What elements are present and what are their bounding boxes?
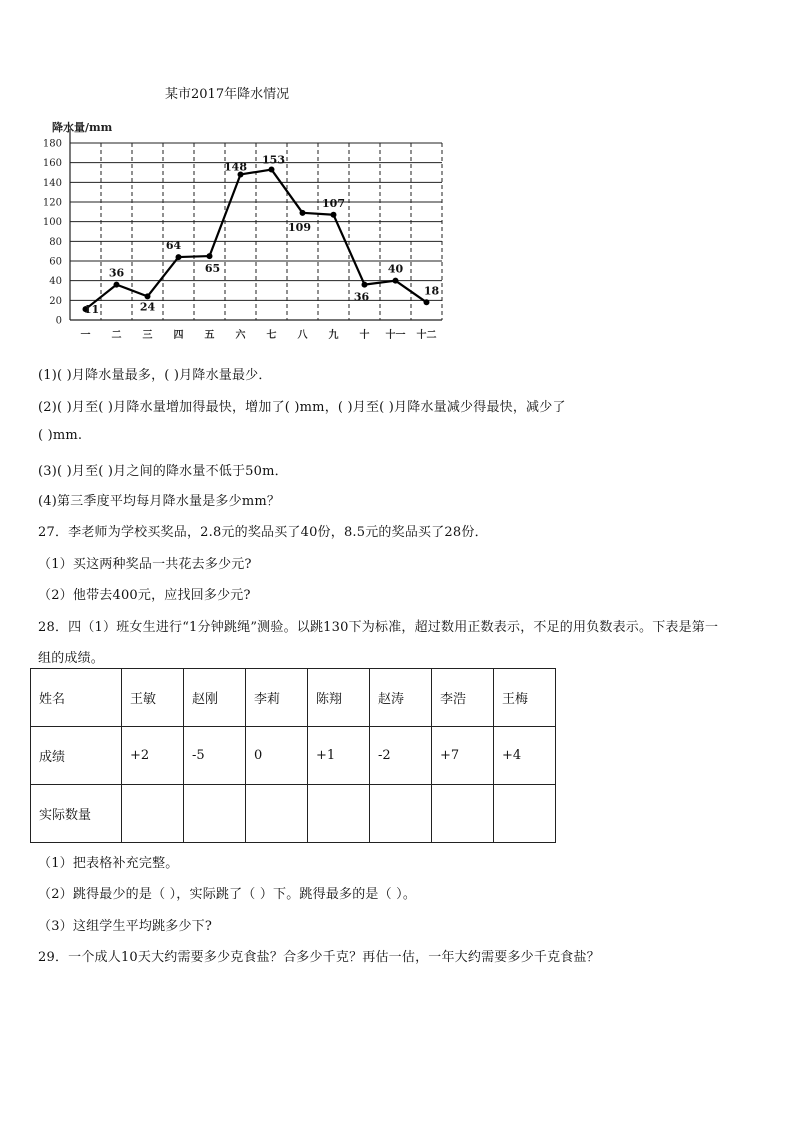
y-tick-label: 160 bbox=[42, 158, 62, 170]
y-tick-label: 80 bbox=[49, 236, 62, 248]
question-28-part-2: （2）跳得最少的是（ ），实际跳了（ ）下。跳得最多的是（ ）。 bbox=[38, 887, 417, 902]
table-cell: -5 bbox=[184, 727, 246, 785]
table-header-actual: 实际数量 bbox=[31, 785, 122, 843]
data-point bbox=[362, 282, 368, 288]
table-cell: 赵刚 bbox=[184, 669, 246, 727]
data-point bbox=[176, 254, 182, 260]
y-tick-label: 100 bbox=[42, 217, 62, 229]
rainfall-line-chart bbox=[30, 115, 450, 345]
table-row-names bbox=[31, 669, 556, 727]
table-cell-blank[interactable] bbox=[308, 785, 370, 843]
data-point bbox=[331, 212, 337, 218]
question-28-line-2: 组的成绩。 bbox=[38, 651, 105, 666]
y-axis-label: 降水量/mm bbox=[52, 121, 113, 134]
table-cell-blank[interactable] bbox=[494, 785, 556, 843]
x-tick-label: 十一 bbox=[385, 330, 406, 341]
data-point bbox=[424, 299, 430, 305]
data-label: 64 bbox=[165, 239, 182, 253]
question-3: (3)( )月至( )月之间的降水量不低于50m． bbox=[38, 464, 288, 479]
question-2-line-1: (2)( )月至( )月降水量增加得最快，增加了( )mm，( )月至( )月降水量减少得最快，减少了 bbox=[38, 400, 566, 415]
table-cell-blank[interactable] bbox=[122, 785, 184, 843]
x-tick-label: 四 bbox=[173, 330, 184, 341]
question-28-line-1: 28．四（1）班女生进行“1分钟跳绳”测验。以跳130下为标准，超过数用正数表示，不足的用负数表示。下表是第一 bbox=[38, 620, 719, 635]
table-cell: 王敏 bbox=[122, 669, 184, 727]
x-tick-label: 十二 bbox=[416, 330, 437, 341]
data-point bbox=[145, 293, 151, 299]
y-tick-label: 0 bbox=[55, 315, 62, 327]
table-cell-blank[interactable] bbox=[246, 785, 308, 843]
x-tick-label: 三 bbox=[142, 330, 153, 341]
x-tick-label: 一 bbox=[80, 330, 91, 341]
data-label: 40 bbox=[387, 262, 404, 276]
table-cell: 陈翔 bbox=[308, 669, 370, 727]
x-tick-label: 七 bbox=[266, 330, 277, 341]
jump-rope-table bbox=[30, 668, 556, 843]
data-label: 36 bbox=[108, 266, 125, 280]
table-cell: +4 bbox=[494, 727, 556, 785]
y-tick-label: 140 bbox=[42, 177, 62, 189]
table-row-actual bbox=[31, 785, 556, 843]
y-tick-label: 60 bbox=[49, 256, 62, 268]
data-label: 18 bbox=[423, 284, 440, 298]
y-tick-label: 120 bbox=[42, 197, 62, 209]
table-cell: 李浩 bbox=[432, 669, 494, 727]
table-header-name: 姓名 bbox=[31, 669, 122, 727]
x-tick-label: 十 bbox=[359, 330, 370, 341]
y-tick-label: 40 bbox=[49, 276, 62, 288]
chart-title: 某市2017年降水情况 bbox=[165, 87, 290, 102]
data-label: 109 bbox=[288, 220, 311, 234]
table-cell: 0 bbox=[246, 727, 308, 785]
data-point bbox=[207, 253, 213, 259]
table-row-scores bbox=[31, 727, 556, 785]
table-cell: 赵涛 bbox=[370, 669, 432, 727]
data-label: 107 bbox=[322, 196, 345, 210]
table-cell: +1 bbox=[308, 727, 370, 785]
table-cell: 王梅 bbox=[494, 669, 556, 727]
x-tick-label: 二 bbox=[111, 330, 122, 341]
question-27-part-1: （1）买这两种奖品一共花去多少元? bbox=[38, 557, 252, 572]
question-27: 27．李老师为学校买奖品，2.8元的奖品买了40份，8.5元的奖品买了28份． bbox=[38, 525, 488, 540]
table-cell-blank[interactable] bbox=[370, 785, 432, 843]
table-cell-blank[interactable] bbox=[184, 785, 246, 843]
table-header-score: 成绩 bbox=[31, 727, 122, 785]
x-tick-label: 五 bbox=[204, 330, 215, 341]
data-label: 24 bbox=[139, 300, 156, 314]
data-label: 36 bbox=[353, 290, 370, 304]
data-point bbox=[393, 278, 399, 284]
question-29: 29．一个成人10天大约需要多少克食盐？合多少千克？再估一估，一年大约需要多少千克食盐？ bbox=[38, 950, 600, 965]
table-cell: +7 bbox=[432, 727, 494, 785]
table-cell: -2 bbox=[370, 727, 432, 785]
data-label: 148 bbox=[224, 160, 247, 174]
x-tick-label: 九 bbox=[328, 330, 339, 341]
x-tick-label: 六 bbox=[235, 330, 246, 341]
table-cell: +2 bbox=[122, 727, 184, 785]
series-line bbox=[86, 170, 427, 310]
question-2-line-2: ( )mm. bbox=[38, 428, 83, 443]
data-label: 11 bbox=[83, 303, 100, 317]
data-point bbox=[114, 282, 120, 288]
question-28-part-1: （1）把表格补充完整。 bbox=[38, 856, 179, 871]
y-tick-label: 20 bbox=[49, 295, 62, 307]
table-cell-blank[interactable] bbox=[432, 785, 494, 843]
question-4: (4)第三季度平均每月降水量是多少mm？ bbox=[38, 494, 281, 509]
table-cell: 李莉 bbox=[246, 669, 308, 727]
y-tick-label: 180 bbox=[42, 138, 62, 150]
data-label: 153 bbox=[262, 153, 285, 167]
data-label: 65 bbox=[204, 262, 221, 276]
data-point bbox=[300, 210, 306, 216]
x-tick-label: 八 bbox=[297, 330, 308, 341]
question-28-part-3: （3）这组学生平均跳多少下? bbox=[38, 919, 213, 934]
question-27-part-2: （2）他带去400元，应找回多少元? bbox=[38, 588, 251, 603]
question-1: (1)( )月降水量最多，( )月降水量最少． bbox=[38, 368, 272, 383]
data-point bbox=[269, 167, 275, 173]
